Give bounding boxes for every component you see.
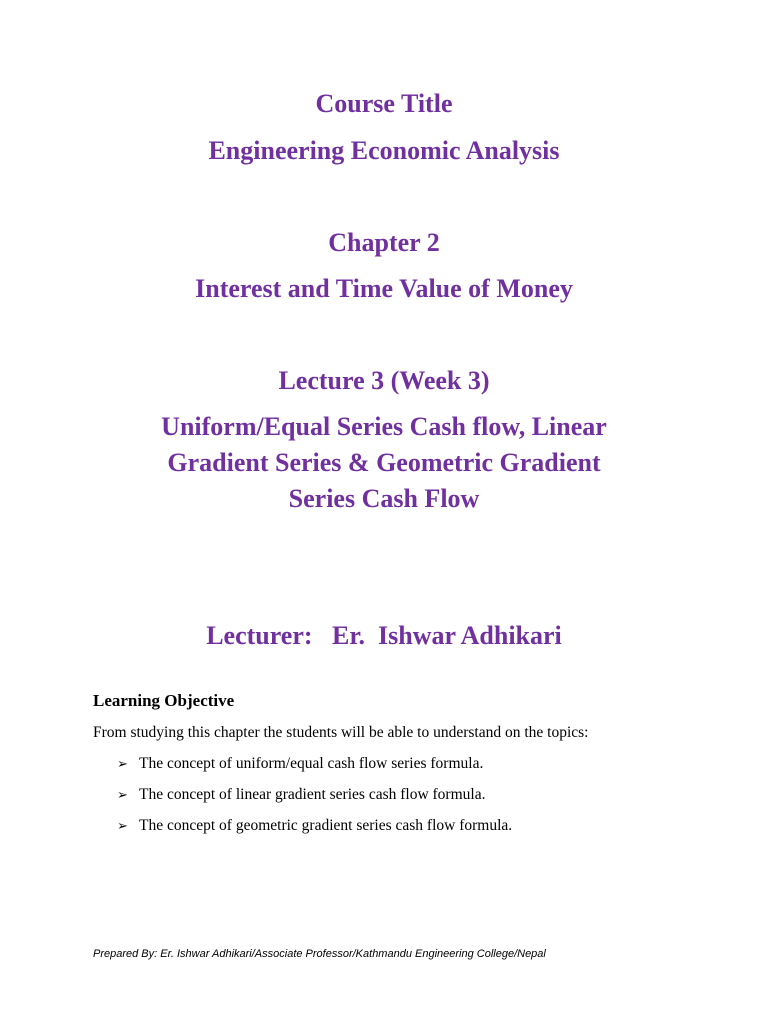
- course-name: Engineering Economic Analysis: [208, 136, 560, 165]
- list-item: [117, 753, 512, 784]
- list-item: [117, 784, 512, 815]
- lecture-topic-line: Gradient Series & Geometric Gradient: [167, 448, 601, 477]
- learning-objective-heading: Learning Objective: [93, 691, 235, 710]
- lecture-topic-line: Series Cash Flow: [288, 484, 480, 513]
- list-item: [117, 815, 512, 846]
- arrow-bullet-icon: ➢: [117, 788, 128, 803]
- lecture-topic-line: Uniform/Equal Series Cash flow, Linear: [161, 412, 607, 441]
- chapter-label: Chapter 2: [328, 228, 440, 257]
- course-label: Course Title: [315, 89, 453, 118]
- arrow-bullet-icon: ➢: [117, 757, 128, 772]
- objective-list: [117, 753, 512, 846]
- lecturer-name: Lecturer: Er. Ishwar Adhikari: [206, 621, 562, 650]
- page-footer: Prepared By: Er. Ishwar Adhikari/Associate Professor/Kathmandu Engineering College/Nepal: [93, 948, 546, 960]
- lecture-label: Lecture 3 (Week 3): [278, 366, 490, 395]
- objective-text: The concept of geometric gradient series cash flow formula.: [139, 817, 513, 834]
- chapter-name: Interest and Time Value of Money: [195, 274, 573, 303]
- objective-text: The concept of uniform/equal cash flow series formula.: [139, 755, 484, 772]
- arrow-bullet-icon: ➢: [117, 819, 128, 834]
- learning-objective-intro: From studying this chapter the students will be able to understand on the topics:: [93, 724, 589, 741]
- objective-text: The concept of linear gradient series cash flow formula.: [139, 786, 486, 803]
